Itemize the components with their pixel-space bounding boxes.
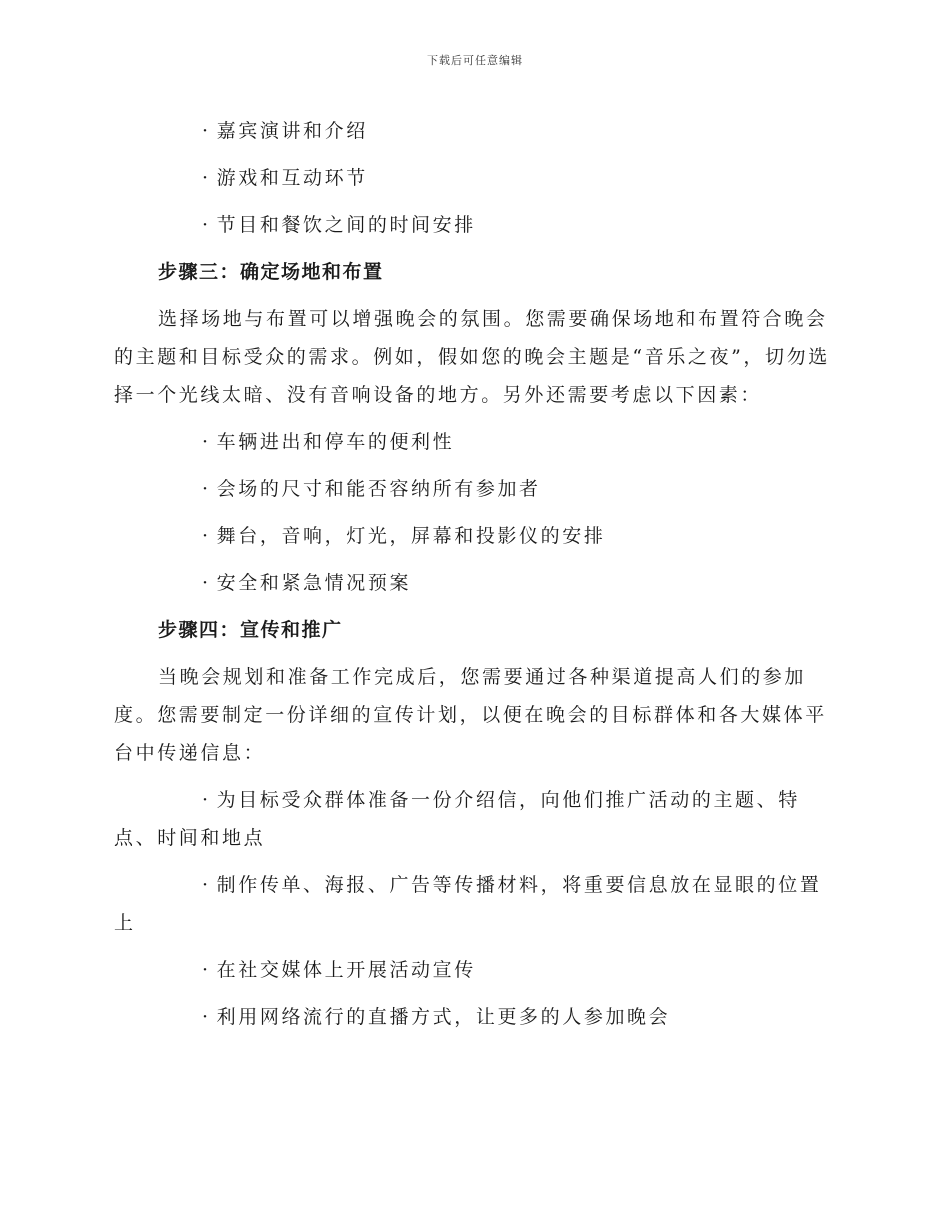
bullet-icon: · bbox=[202, 959, 211, 981]
page-header: 下载后可任意编辑 bbox=[427, 54, 523, 67]
list-item: · 游戏和互动环节 bbox=[114, 159, 834, 197]
list-item: · 在社交媒体上开展活动宣传 bbox=[114, 951, 834, 989]
list-item: · 为目标受众群体准备一份介绍信，向他们推广活动的主题、特点、时间和地点 bbox=[114, 781, 834, 857]
list-item: · 利用网络流行的直播方式，让更多的人参加晚会 bbox=[114, 998, 834, 1036]
bullet-icon: · bbox=[202, 525, 211, 547]
list-item: · 嘉宾演讲和介绍 bbox=[114, 112, 834, 150]
list-item: · 舞台，音响，灯光，屏幕和投影仪的安排 bbox=[114, 517, 834, 555]
bullet-icon: · bbox=[202, 120, 211, 142]
bullet-icon: · bbox=[202, 214, 211, 236]
list-item: · 安全和紧急情况预案 bbox=[114, 564, 834, 602]
section-heading: 步骤三：确定场地和布置 bbox=[158, 261, 384, 283]
list-item: · 制作传单、海报、广告等传播材料，将重要信息放在显眼的位置上 bbox=[114, 866, 834, 942]
paragraph: 选择场地与布置可以增强晚会的氛围。您需要确保场地和布置符合晚会的主题和目标受众的需求。例如，假如您的晚会主题是“音乐之夜”，切勿选择一个光线太暗、没有音响设备的地方。另外还需要考虑以下因素： bbox=[114, 308, 830, 406]
document-body bbox=[114, 112, 834, 1036]
bullet-icon: · bbox=[202, 167, 211, 189]
bullet-icon: · bbox=[202, 478, 211, 500]
bullet-icon: · bbox=[202, 572, 211, 594]
list-item: · 节目和餐饮之间的时间安排 bbox=[114, 206, 834, 244]
paragraph: 当晚会规划和准备工作完成后，您需要通过各种渠道提高人们的参加度。您需要制定一份详细的宣传计划，以便在晚会的目标群体和各大媒体平台中传递信息： bbox=[114, 666, 827, 764]
section-heading: 步骤四：宣传和推广 bbox=[158, 619, 343, 641]
bullet-icon: · bbox=[202, 874, 211, 896]
bullet-icon: · bbox=[202, 1006, 211, 1028]
bullet-icon: · bbox=[202, 789, 211, 811]
list-item: · 会场的尺寸和能否容纳所有参加者 bbox=[114, 470, 834, 508]
bullet-icon: · bbox=[202, 431, 211, 453]
list-item: · 车辆进出和停车的便利性 bbox=[114, 423, 834, 461]
